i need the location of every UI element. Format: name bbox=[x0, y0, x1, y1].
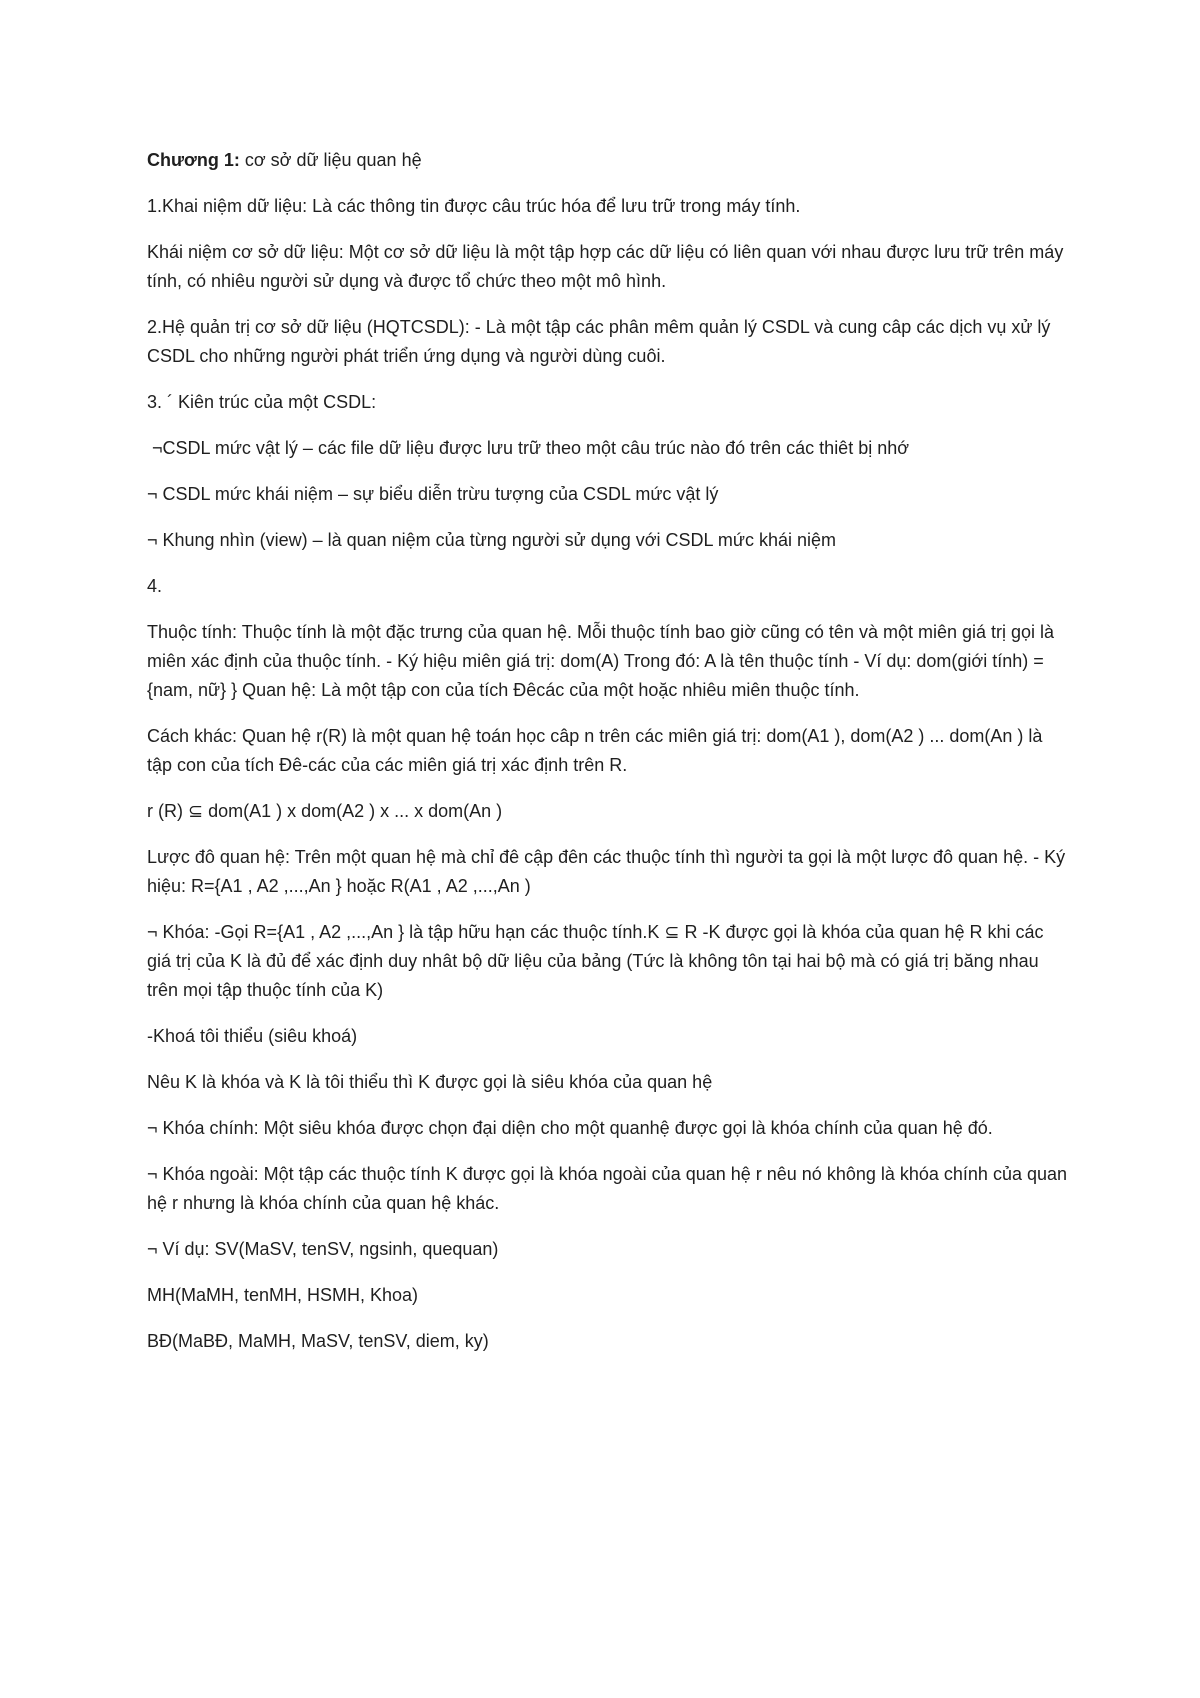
paragraph-data-concept: 1.Khai niệm dữ liệu: Là các thông tin được câu trúc hóa để lưu trữ trong máy tính. bbox=[147, 196, 801, 216]
document-body bbox=[147, 146, 1073, 1373]
paragraph-relation-alt: Cách khác: Quan hệ r(R) là một quan hệ toán học câp n trên các miên giá trị: dom(A1 ), dom(A2 ) ... dom(An ) là tập con của tích Đê-các của các miên giá trị xác định trên R. bbox=[147, 726, 1048, 775]
paragraph-minimal-key: -Khoá tôi thiểu (siêu khoá) bbox=[147, 1026, 358, 1046]
paragraph-example-sv: ¬ Ví dụ: SV(MaSV, tenSV, ngsinh, quequan) bbox=[147, 1239, 499, 1259]
paragraph-key: ¬ Khóa: -Gọi R={A1 , A2 ,...,An } là tập hữu hạn các thuộc tính.K ⊆ R -K được gọi là khóa của quan hệ R khi các giá trị của K là đủ để xác định duy nhât bộ dữ liệu của bảng (Tức là không tôn tại hai bộ mà có giá trị băng nhau trên mọi tập thuộc tính của K) bbox=[147, 922, 1049, 1000]
paragraph-relation-schema: Lược đô quan hệ: Trên một quan hệ mà chỉ đê cập đên các thuộc tính thì người ta gọi là một lược đô quan hệ. - Ký hiệu: R={A1 , A2 ,...,An } hoặc R(A1 , A2 ,...,An ) bbox=[147, 847, 1071, 896]
paragraph-example-bd: BĐ(MaBĐ, MaMH, MaSV, tenSV, diem, ky) bbox=[147, 1331, 489, 1351]
paragraph-superkey: Nêu K là khóa và K là tôi thiểu thì K được gọi là siêu khóa của quan hệ bbox=[147, 1072, 713, 1092]
paragraph-relation-formula: r (R) ⊆ dom(A1 ) x dom(A2 ) x ... x dom(An ) bbox=[147, 801, 503, 821]
paragraph-section-4: 4. bbox=[147, 576, 163, 596]
paragraph-attribute: Thuộc tính: Thuộc tính là một đặc trưng của quan hệ. Mỗi thuộc tính bao giờ cũng có tên và một miên giá trị gọi là miên xác định của thuộc tính. - Ký hiệu miên giá trị: dom(A) Trong đó: A là tên thuộc tính - Ví dụ: dom(giới tính) = {nam, nữ} } Quan hệ: Là một tập con của tích Đêcác của một hoặc nhiêu miên thuộc tính. bbox=[147, 622, 1060, 700]
paragraph-example-mh: MH(MaMH, tenMH, HSMH, Khoa) bbox=[147, 1285, 419, 1305]
paragraph-architecture: 3. ´ Kiên trúc của một CSDL: bbox=[147, 392, 377, 412]
paragraph-primary-key: ¬ Khóa chính: Một siêu khóa được chọn đại diện cho một quanhệ được gọi là khóa chính của quan hệ đó. bbox=[147, 1118, 993, 1138]
paragraph-database-concept: Khái niệm cơ sở dữ liệu: Một cơ sở dữ liệu là một tập hợp các dữ liệu có liên quan với nhau được lưu trữ trên máy tính, có nhiêu người sử dụng và được tổ chức theo một mô hình. bbox=[147, 242, 1069, 291]
chapter-heading-title: cơ sở dữ liệu quan hệ bbox=[239, 150, 422, 170]
chapter-heading-label: Chương 1: bbox=[147, 150, 240, 170]
chapter-heading bbox=[147, 146, 1067, 175]
paragraph-foreign-key: ¬ Khóa ngoài: Một tập các thuộc tính K được gọi là khóa ngoài của quan hệ r nêu nó không là khóa chính của quan hệ r nhưng là khóa chính của quan hệ khác. bbox=[147, 1164, 1073, 1213]
paragraph-physical-level: ¬CSDL mức vật lý – các file dữ liệu được lưu trữ theo một câu trúc nào đó trên các thiêt bị nhớ bbox=[147, 438, 910, 458]
paragraph-conceptual-level: ¬ CSDL mức khái niệm – sự biểu diễn trừu tượng của CSDL mức vật lý bbox=[147, 484, 719, 504]
paragraph-dbms: 2.Hệ quản trị cơ sở dữ liệu (HQTCSDL): - Là một tập các phân mêm quản lý CSDL và cung câp các dịch vụ xử lý CSDL cho những người phát triển ứng dụng và người dùng cuôi. bbox=[147, 317, 1056, 366]
paragraph-view-level: ¬ Khung nhìn (view) – là quan niệm của từng người sử dụng với CSDL mức khái niệm bbox=[147, 530, 836, 550]
